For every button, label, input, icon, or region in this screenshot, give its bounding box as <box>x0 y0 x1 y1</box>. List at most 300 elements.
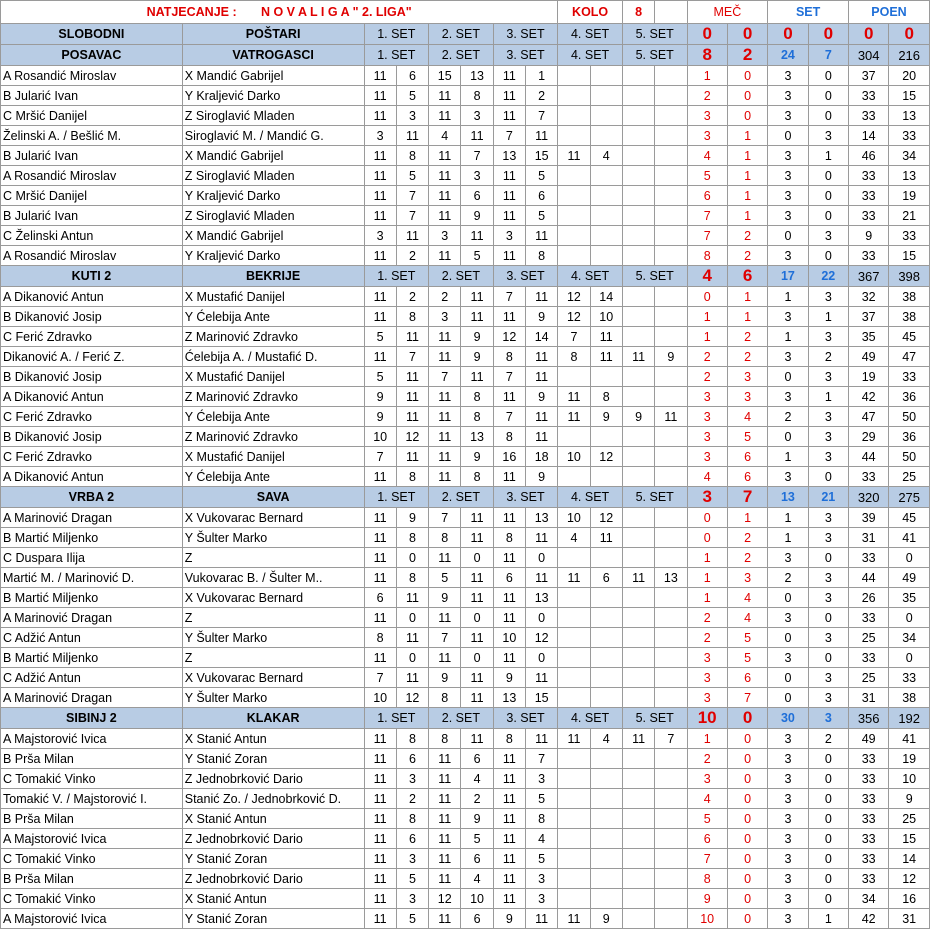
set-col-header: 4. SET <box>558 487 623 508</box>
set-score <box>590 548 622 568</box>
away-player: X Mustafić Danijel <box>182 287 364 307</box>
home-player: C Mršić Danijel <box>1 106 183 126</box>
set-score: 5 <box>396 869 428 889</box>
sets-home: 3 <box>768 729 808 749</box>
match-row <box>1 688 930 708</box>
home-player: A Dikanović Antun <box>1 467 183 487</box>
away-player: Y Stanić Zoran <box>182 749 364 769</box>
points-home: 33 <box>849 106 889 126</box>
set-score: 10 <box>590 307 622 327</box>
set-col-header: 4. SET <box>558 708 623 729</box>
set-score: 15 <box>525 146 557 166</box>
points-home: 33 <box>849 246 889 266</box>
set-score: 11 <box>364 829 396 849</box>
home-team: KUTI 2 <box>1 266 183 287</box>
mec-away: 6 <box>727 266 767 287</box>
sets-home: 3 <box>768 789 808 809</box>
set-score <box>655 789 687 809</box>
mec-header: MEČ <box>687 1 768 24</box>
set-score: 11 <box>622 347 654 367</box>
set-score: 6 <box>590 568 622 588</box>
set-score: 11 <box>461 668 493 688</box>
away-player: Stanić Zo. / Jednobrković D. <box>182 789 364 809</box>
sets-away: 0 <box>808 849 848 869</box>
set-col-header: 3. SET <box>493 24 558 45</box>
sets-home: 0 <box>768 628 808 648</box>
points-away: 13 <box>889 166 930 186</box>
set-score: 11 <box>558 909 590 929</box>
poen-home: 356 <box>849 708 889 729</box>
set-score: 9 <box>590 909 622 929</box>
away-player: Z Siroglavić Mladen <box>182 206 364 226</box>
set-score: 11 <box>429 347 461 367</box>
set-score: 0 <box>396 548 428 568</box>
set-score <box>590 829 622 849</box>
set-col-header: 4. SET <box>558 45 623 66</box>
home-player: A Marinović Dragan <box>1 688 183 708</box>
set-score: 11 <box>461 568 493 588</box>
set-score: 6 <box>364 588 396 608</box>
match-away: 4 <box>727 407 767 427</box>
match-away: 2 <box>727 347 767 367</box>
set-score: 6 <box>461 749 493 769</box>
set-score: 11 <box>429 106 461 126</box>
points-away: 33 <box>889 226 930 246</box>
set-score: 11 <box>429 86 461 106</box>
set-score <box>655 668 687 688</box>
away-team: BEKRIJE <box>182 266 364 287</box>
points-away: 34 <box>889 146 930 166</box>
points-home: 33 <box>849 809 889 829</box>
points-home: 33 <box>849 166 889 186</box>
sets-away: 1 <box>808 307 848 327</box>
sets-home: 3 <box>768 467 808 487</box>
set-score <box>558 829 590 849</box>
set-score: 11 <box>429 166 461 186</box>
set-score: 11 <box>493 869 525 889</box>
set-score: 11 <box>396 668 428 688</box>
match-away: 6 <box>727 668 767 688</box>
set-away: 3 <box>808 708 848 729</box>
points-away: 41 <box>889 729 930 749</box>
set-score: 11 <box>525 528 557 548</box>
set-score <box>558 849 590 869</box>
set-score: 11 <box>493 608 525 628</box>
set-score <box>655 447 687 467</box>
set-score <box>655 106 687 126</box>
set-score <box>590 467 622 487</box>
set-away: 22 <box>808 266 848 287</box>
set-score: 5 <box>461 829 493 849</box>
poen-away: 275 <box>889 487 930 508</box>
match-away: 0 <box>727 86 767 106</box>
mec-away: 0 <box>727 708 767 729</box>
set-score: 6 <box>461 186 493 206</box>
set-score: 12 <box>525 628 557 648</box>
points-away: 20 <box>889 66 930 86</box>
away-player: X Vukovarac Bernard <box>182 668 364 688</box>
set-score: 0 <box>461 608 493 628</box>
set-score: 11 <box>364 86 396 106</box>
set-col-header: 5. SET <box>622 45 687 66</box>
set-score: 11 <box>493 246 525 266</box>
set-score: 11 <box>429 427 461 447</box>
match-away: 5 <box>727 648 767 668</box>
set-score <box>655 246 687 266</box>
set-score: 11 <box>590 347 622 367</box>
sets-home: 1 <box>768 528 808 548</box>
set-score: 11 <box>590 528 622 548</box>
points-away: 41 <box>889 528 930 548</box>
set-score: 3 <box>525 869 557 889</box>
set-score <box>655 588 687 608</box>
home-player: Martić M. / Marinović D. <box>1 568 183 588</box>
set-score: 9 <box>525 467 557 487</box>
competition-title <box>1 1 558 24</box>
sets-home: 1 <box>768 327 808 347</box>
sets-away: 2 <box>808 729 848 749</box>
free-home: SLOBODNI <box>1 24 183 45</box>
set-score: 11 <box>493 467 525 487</box>
match-home: 2 <box>687 367 727 387</box>
set-score: 8 <box>396 568 428 588</box>
set-score <box>655 226 687 246</box>
home-player: Dikanović A. / Ferić Z. <box>1 347 183 367</box>
match-row <box>1 467 930 487</box>
points-home: 33 <box>849 548 889 568</box>
set-col-header: 1. SET <box>364 708 429 729</box>
set-score: 3 <box>396 106 428 126</box>
set-score: 7 <box>493 407 525 427</box>
sets-home: 3 <box>768 809 808 829</box>
set-col-header: 5. SET <box>622 266 687 287</box>
set-home: 17 <box>768 266 808 287</box>
match-row <box>1 206 930 226</box>
sets-away: 0 <box>808 648 848 668</box>
set-score: 5 <box>396 86 428 106</box>
set-score <box>655 186 687 206</box>
set-score <box>622 387 654 407</box>
points-home: 37 <box>849 66 889 86</box>
set-score: 11 <box>622 568 654 588</box>
set-score: 11 <box>525 568 557 588</box>
match-row <box>1 387 930 407</box>
match-away: 5 <box>727 628 767 648</box>
set-score <box>590 86 622 106</box>
set-score: 10 <box>493 628 525 648</box>
set-score <box>622 869 654 889</box>
set-score: 11 <box>396 126 428 146</box>
sets-away: 0 <box>808 829 848 849</box>
set-score: 9 <box>429 668 461 688</box>
set-score: 15 <box>429 66 461 86</box>
set-score: 11 <box>364 106 396 126</box>
set-score: 11 <box>558 407 590 427</box>
set-score: 2 <box>396 246 428 266</box>
match-home: 2 <box>687 608 727 628</box>
set-score <box>622 367 654 387</box>
away-player: Z Marinović Zdravko <box>182 327 364 347</box>
match-away: 0 <box>727 769 767 789</box>
set-score: 8 <box>429 688 461 708</box>
home-player: B Dikanović Josip <box>1 427 183 447</box>
set-score: 11 <box>364 467 396 487</box>
away-player: Y Šulter Marko <box>182 628 364 648</box>
set-score <box>622 246 654 266</box>
set-score: 12 <box>493 327 525 347</box>
away-player: Z Marinović Zdravko <box>182 427 364 447</box>
points-home: 39 <box>849 508 889 528</box>
set-score <box>558 86 590 106</box>
set-score: 9 <box>461 809 493 829</box>
home-player: B Martić Miljenko <box>1 648 183 668</box>
match-away: 0 <box>727 789 767 809</box>
sheet-body <box>1 1 930 929</box>
sets-home: 0 <box>768 688 808 708</box>
set-score: 7 <box>364 447 396 467</box>
sets-away: 3 <box>808 588 848 608</box>
set-score: 11 <box>461 729 493 749</box>
set-score: 11 <box>493 789 525 809</box>
set-score: 9 <box>429 588 461 608</box>
set-score: 8 <box>396 729 428 749</box>
set-score <box>655 909 687 929</box>
set-score: 2 <box>396 789 428 809</box>
set-score: 11 <box>364 307 396 327</box>
set-score: 13 <box>525 588 557 608</box>
points-home: 33 <box>849 467 889 487</box>
set-score: 4 <box>590 146 622 166</box>
set-score <box>558 126 590 146</box>
match-row <box>1 829 930 849</box>
set-score: 11 <box>525 909 557 929</box>
points-home: 49 <box>849 347 889 367</box>
league-name: N O V A L I G A " 2. LIGA" <box>260 5 412 19</box>
away-player: Z <box>182 548 364 568</box>
set-col-header: 3. SET <box>493 266 558 287</box>
set-score: 11 <box>429 909 461 929</box>
set-score: 8 <box>461 387 493 407</box>
set-score: 3 <box>525 769 557 789</box>
away-player: Y Stanić Zoran <box>182 909 364 929</box>
set-score: 11 <box>364 869 396 889</box>
set-score <box>590 789 622 809</box>
set-score <box>558 467 590 487</box>
points-away: 15 <box>889 86 930 106</box>
match-home: 3 <box>687 407 727 427</box>
set-score: 11 <box>461 688 493 708</box>
points-away: 25 <box>889 467 930 487</box>
points-home: 31 <box>849 528 889 548</box>
points-home: 42 <box>849 909 889 929</box>
sets-home: 3 <box>768 909 808 929</box>
sets-home: 0 <box>768 588 808 608</box>
sets-home: 3 <box>768 146 808 166</box>
set-score <box>655 849 687 869</box>
set-score <box>622 307 654 327</box>
match-row <box>1 106 930 126</box>
set-score: 11 <box>493 588 525 608</box>
set-score: 11 <box>364 206 396 226</box>
home-player: A Dikanović Antun <box>1 287 183 307</box>
match-away: 7 <box>727 688 767 708</box>
set-score: 13 <box>493 688 525 708</box>
set-score: 0 <box>396 648 428 668</box>
set-score <box>558 889 590 909</box>
set-score: 7 <box>493 126 525 146</box>
poen-home: 367 <box>849 266 889 287</box>
match-away: 2 <box>727 226 767 246</box>
set-score <box>655 508 687 528</box>
set-score: 11 <box>429 387 461 407</box>
set-score <box>558 769 590 789</box>
match-row <box>1 889 930 909</box>
sets-away: 3 <box>808 508 848 528</box>
match-away: 2 <box>727 548 767 568</box>
sets-home: 3 <box>768 769 808 789</box>
points-away: 25 <box>889 809 930 829</box>
set-score: 16 <box>493 447 525 467</box>
home-player: C Duspara Ilija <box>1 548 183 568</box>
match-away: 1 <box>727 307 767 327</box>
points-home: 33 <box>849 829 889 849</box>
set-col-header: 2. SET <box>429 708 494 729</box>
set-score: 10 <box>364 688 396 708</box>
set-score: 9 <box>461 447 493 467</box>
set-score: 11 <box>493 166 525 186</box>
set-score <box>558 588 590 608</box>
set-away: 7 <box>808 45 848 66</box>
home-player: C Adžić Antun <box>1 628 183 648</box>
home-player: A Marinović Dragan <box>1 508 183 528</box>
set-away: 0 <box>808 24 848 45</box>
set-score <box>655 86 687 106</box>
match-home: 1 <box>687 66 727 86</box>
set-score <box>590 668 622 688</box>
match-home: 3 <box>687 769 727 789</box>
mec-home: 0 <box>687 24 727 45</box>
match-away: 2 <box>727 246 767 266</box>
points-home: 33 <box>849 769 889 789</box>
set-score: 11 <box>622 729 654 749</box>
kolo-value: 8 <box>622 1 654 24</box>
sets-away: 3 <box>808 668 848 688</box>
set-score: 6 <box>461 909 493 929</box>
sets-home: 3 <box>768 829 808 849</box>
match-row <box>1 246 930 266</box>
set-score: 4 <box>525 829 557 849</box>
set-score: 11 <box>493 548 525 568</box>
sets-away: 0 <box>808 869 848 889</box>
match-row <box>1 307 930 327</box>
home-player: B Dikanović Josip <box>1 307 183 327</box>
set-score: 12 <box>396 688 428 708</box>
set-score: 7 <box>429 508 461 528</box>
set-score <box>655 307 687 327</box>
sets-away: 1 <box>808 909 848 929</box>
match-row <box>1 508 930 528</box>
sets-home: 0 <box>768 668 808 688</box>
set-score <box>655 749 687 769</box>
free-row <box>1 24 930 45</box>
pair-header-row <box>1 708 930 729</box>
set-score: 11 <box>364 528 396 548</box>
set-score: 11 <box>364 246 396 266</box>
sets-home: 2 <box>768 407 808 427</box>
set-score: 8 <box>493 528 525 548</box>
set-score: 11 <box>364 508 396 528</box>
sets-home: 3 <box>768 849 808 869</box>
set-col-header: 5. SET <box>622 708 687 729</box>
match-home: 0 <box>687 528 727 548</box>
points-away: 15 <box>889 246 930 266</box>
match-row <box>1 729 930 749</box>
set-score: 11 <box>429 186 461 206</box>
set-score: 3 <box>396 849 428 869</box>
set-score: 11 <box>364 287 396 307</box>
points-home: 14 <box>849 126 889 146</box>
set-score: 11 <box>558 729 590 749</box>
match-away: 3 <box>727 568 767 588</box>
set-score <box>622 467 654 487</box>
points-home: 31 <box>849 688 889 708</box>
set-score: 11 <box>364 347 396 367</box>
set-score <box>655 688 687 708</box>
match-away: 3 <box>727 387 767 407</box>
sets-away: 0 <box>808 66 848 86</box>
home-player: B Jularić Ivan <box>1 146 183 166</box>
set-score <box>622 749 654 769</box>
set-score <box>655 608 687 628</box>
away-player: Z Jednobrković Dario <box>182 869 364 889</box>
mec-home: 8 <box>687 45 727 66</box>
set-score: 3 <box>461 106 493 126</box>
set-score: 5 <box>461 246 493 266</box>
match-away: 0 <box>727 749 767 769</box>
away-player: Y Kraljević Darko <box>182 186 364 206</box>
match-row <box>1 668 930 688</box>
away-player: Z <box>182 608 364 628</box>
set-score <box>590 206 622 226</box>
set-home: 13 <box>768 487 808 508</box>
sets-away: 3 <box>808 367 848 387</box>
home-team: SIBINJ 2 <box>1 708 183 729</box>
points-home: 29 <box>849 427 889 447</box>
set-score: 9 <box>364 387 396 407</box>
set-home: 24 <box>768 45 808 66</box>
mec-away: 2 <box>727 45 767 66</box>
home-player: A Marinović Dragan <box>1 608 183 628</box>
set-score: 5 <box>525 206 557 226</box>
sets-home: 0 <box>768 427 808 447</box>
set-score: 11 <box>364 166 396 186</box>
set-score <box>655 648 687 668</box>
set-score <box>622 528 654 548</box>
match-home: 7 <box>687 226 727 246</box>
set-score: 9 <box>525 387 557 407</box>
points-away: 19 <box>889 749 930 769</box>
sets-away: 1 <box>808 146 848 166</box>
set-score: 11 <box>493 307 525 327</box>
set-score: 18 <box>525 447 557 467</box>
set-score: 0 <box>461 548 493 568</box>
set-score: 11 <box>364 146 396 166</box>
set-score <box>622 889 654 909</box>
set-score <box>622 909 654 929</box>
match-home: 3 <box>687 688 727 708</box>
set-score <box>590 889 622 909</box>
sets-away: 0 <box>808 186 848 206</box>
